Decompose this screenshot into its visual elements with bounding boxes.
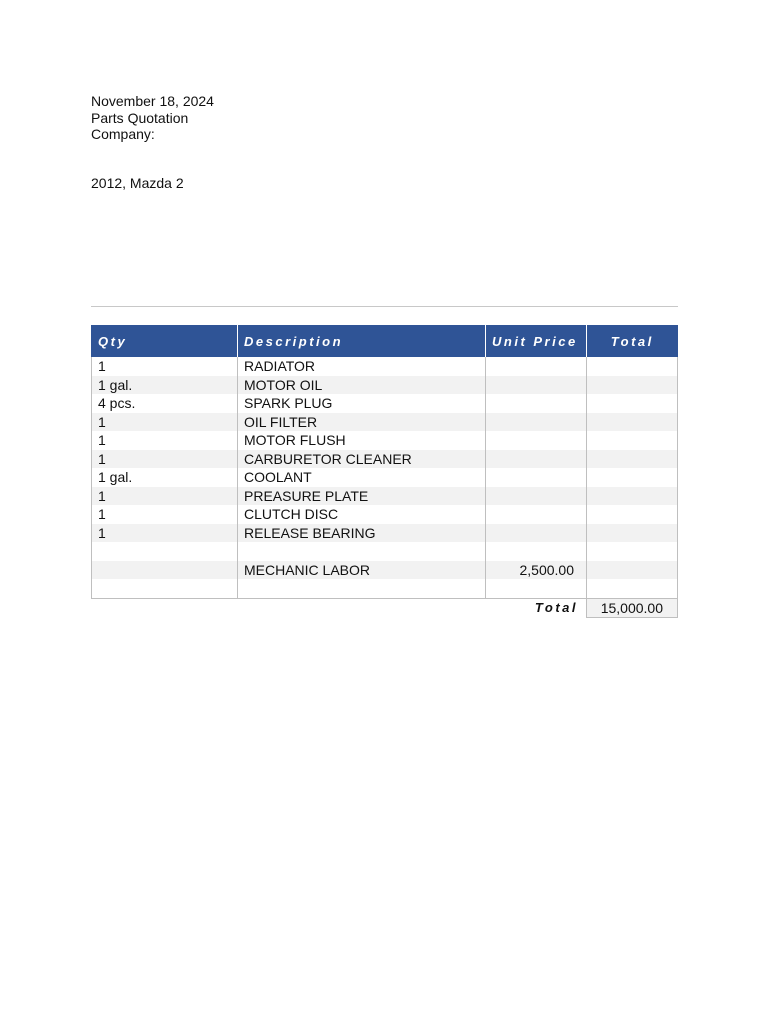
cell-total [587, 357, 678, 376]
table-header-row [92, 325, 678, 357]
cell-description: RELEASE BEARING [238, 524, 486, 543]
document-title: Parts Quotation [91, 109, 189, 126]
cell-qty: 1 [92, 487, 238, 506]
quote-header [91, 93, 214, 143]
cell-description: CLUTCH DISC [238, 505, 486, 524]
cell-unit-price [486, 542, 587, 561]
cell-qty: 1 gal. [92, 468, 238, 487]
grand-total-label: Total [534, 599, 578, 615]
cell-qty: 1 [92, 524, 238, 543]
cell-description: RADIATOR [238, 357, 486, 376]
cell-qty: 1 [92, 357, 238, 376]
cell-total [587, 579, 678, 598]
cell-unit-price [486, 579, 587, 598]
cell-description: PREASURE PLATE [238, 487, 486, 506]
column-header-description: Description [238, 325, 486, 357]
cell-unit-price [486, 524, 587, 543]
cell-total [587, 394, 678, 413]
cell-qty: 1 [92, 431, 238, 450]
column-header-unit-price: Unit Price [486, 325, 587, 357]
cell-unit-price [486, 394, 587, 413]
cell-qty [92, 542, 238, 561]
company-label: Company: [91, 126, 155, 142]
cell-total [587, 561, 678, 580]
table-row [92, 431, 678, 450]
cell-qty [92, 561, 238, 580]
table-row [92, 542, 678, 561]
cell-total [587, 542, 678, 561]
cell-qty: 1 [92, 413, 238, 432]
cell-unit-price [486, 431, 587, 450]
grand-total-value: 15,000.00 [587, 598, 678, 617]
table-row [92, 450, 678, 469]
table-row [92, 561, 678, 580]
vehicle-info: 2012, Mazda 2 [91, 175, 184, 191]
table-row [92, 579, 678, 598]
cell-unit-price [486, 450, 587, 469]
cell-description: OIL FILTER [238, 413, 486, 432]
table-row [92, 394, 678, 413]
cell-total [587, 450, 678, 469]
cell-qty: 1 [92, 505, 238, 524]
cell-total [587, 413, 678, 432]
cell-description [238, 542, 486, 561]
cell-description: MECHANIC LABOR [238, 561, 486, 580]
cell-total [587, 524, 678, 543]
table-row [92, 413, 678, 432]
quote-date: November 18, 2024 [91, 93, 214, 109]
cell-total [587, 505, 678, 524]
cell-total [587, 487, 678, 506]
cell-qty: 1 [92, 450, 238, 469]
table-row [92, 357, 678, 376]
cell-total [587, 468, 678, 487]
cell-unit-price [486, 357, 587, 376]
cell-unit-price [486, 487, 587, 506]
cell-description: MOTOR OIL [238, 376, 486, 395]
cell-qty [92, 579, 238, 598]
parts-quotation-table [91, 325, 678, 618]
cell-description: MOTOR FLUSH [238, 431, 486, 450]
cell-description: CARBURETOR CLEANER [238, 450, 486, 469]
cell-description: SPARK PLUG [238, 394, 486, 413]
table-row [92, 376, 678, 395]
cell-unit-price [486, 468, 587, 487]
cell-description: COOLANT [238, 468, 486, 487]
horizontal-divider [91, 306, 678, 307]
table-row [92, 487, 678, 506]
cell-total [587, 431, 678, 450]
column-header-total: Total [587, 325, 678, 357]
cell-qty: 1 gal. [92, 376, 238, 395]
table-body [92, 357, 678, 598]
grand-total-row [92, 598, 678, 617]
table-row [92, 505, 678, 524]
column-header-qty: Qty [92, 325, 238, 357]
cell-unit-price [486, 376, 587, 395]
table-row [92, 468, 678, 487]
cell-qty: 4 pcs. [92, 394, 238, 413]
table-row [92, 524, 678, 543]
cell-description [238, 579, 486, 598]
cell-unit-price: 2,500.00 [486, 561, 587, 580]
cell-total [587, 376, 678, 395]
cell-unit-price [486, 505, 587, 524]
cell-unit-price [486, 413, 587, 432]
